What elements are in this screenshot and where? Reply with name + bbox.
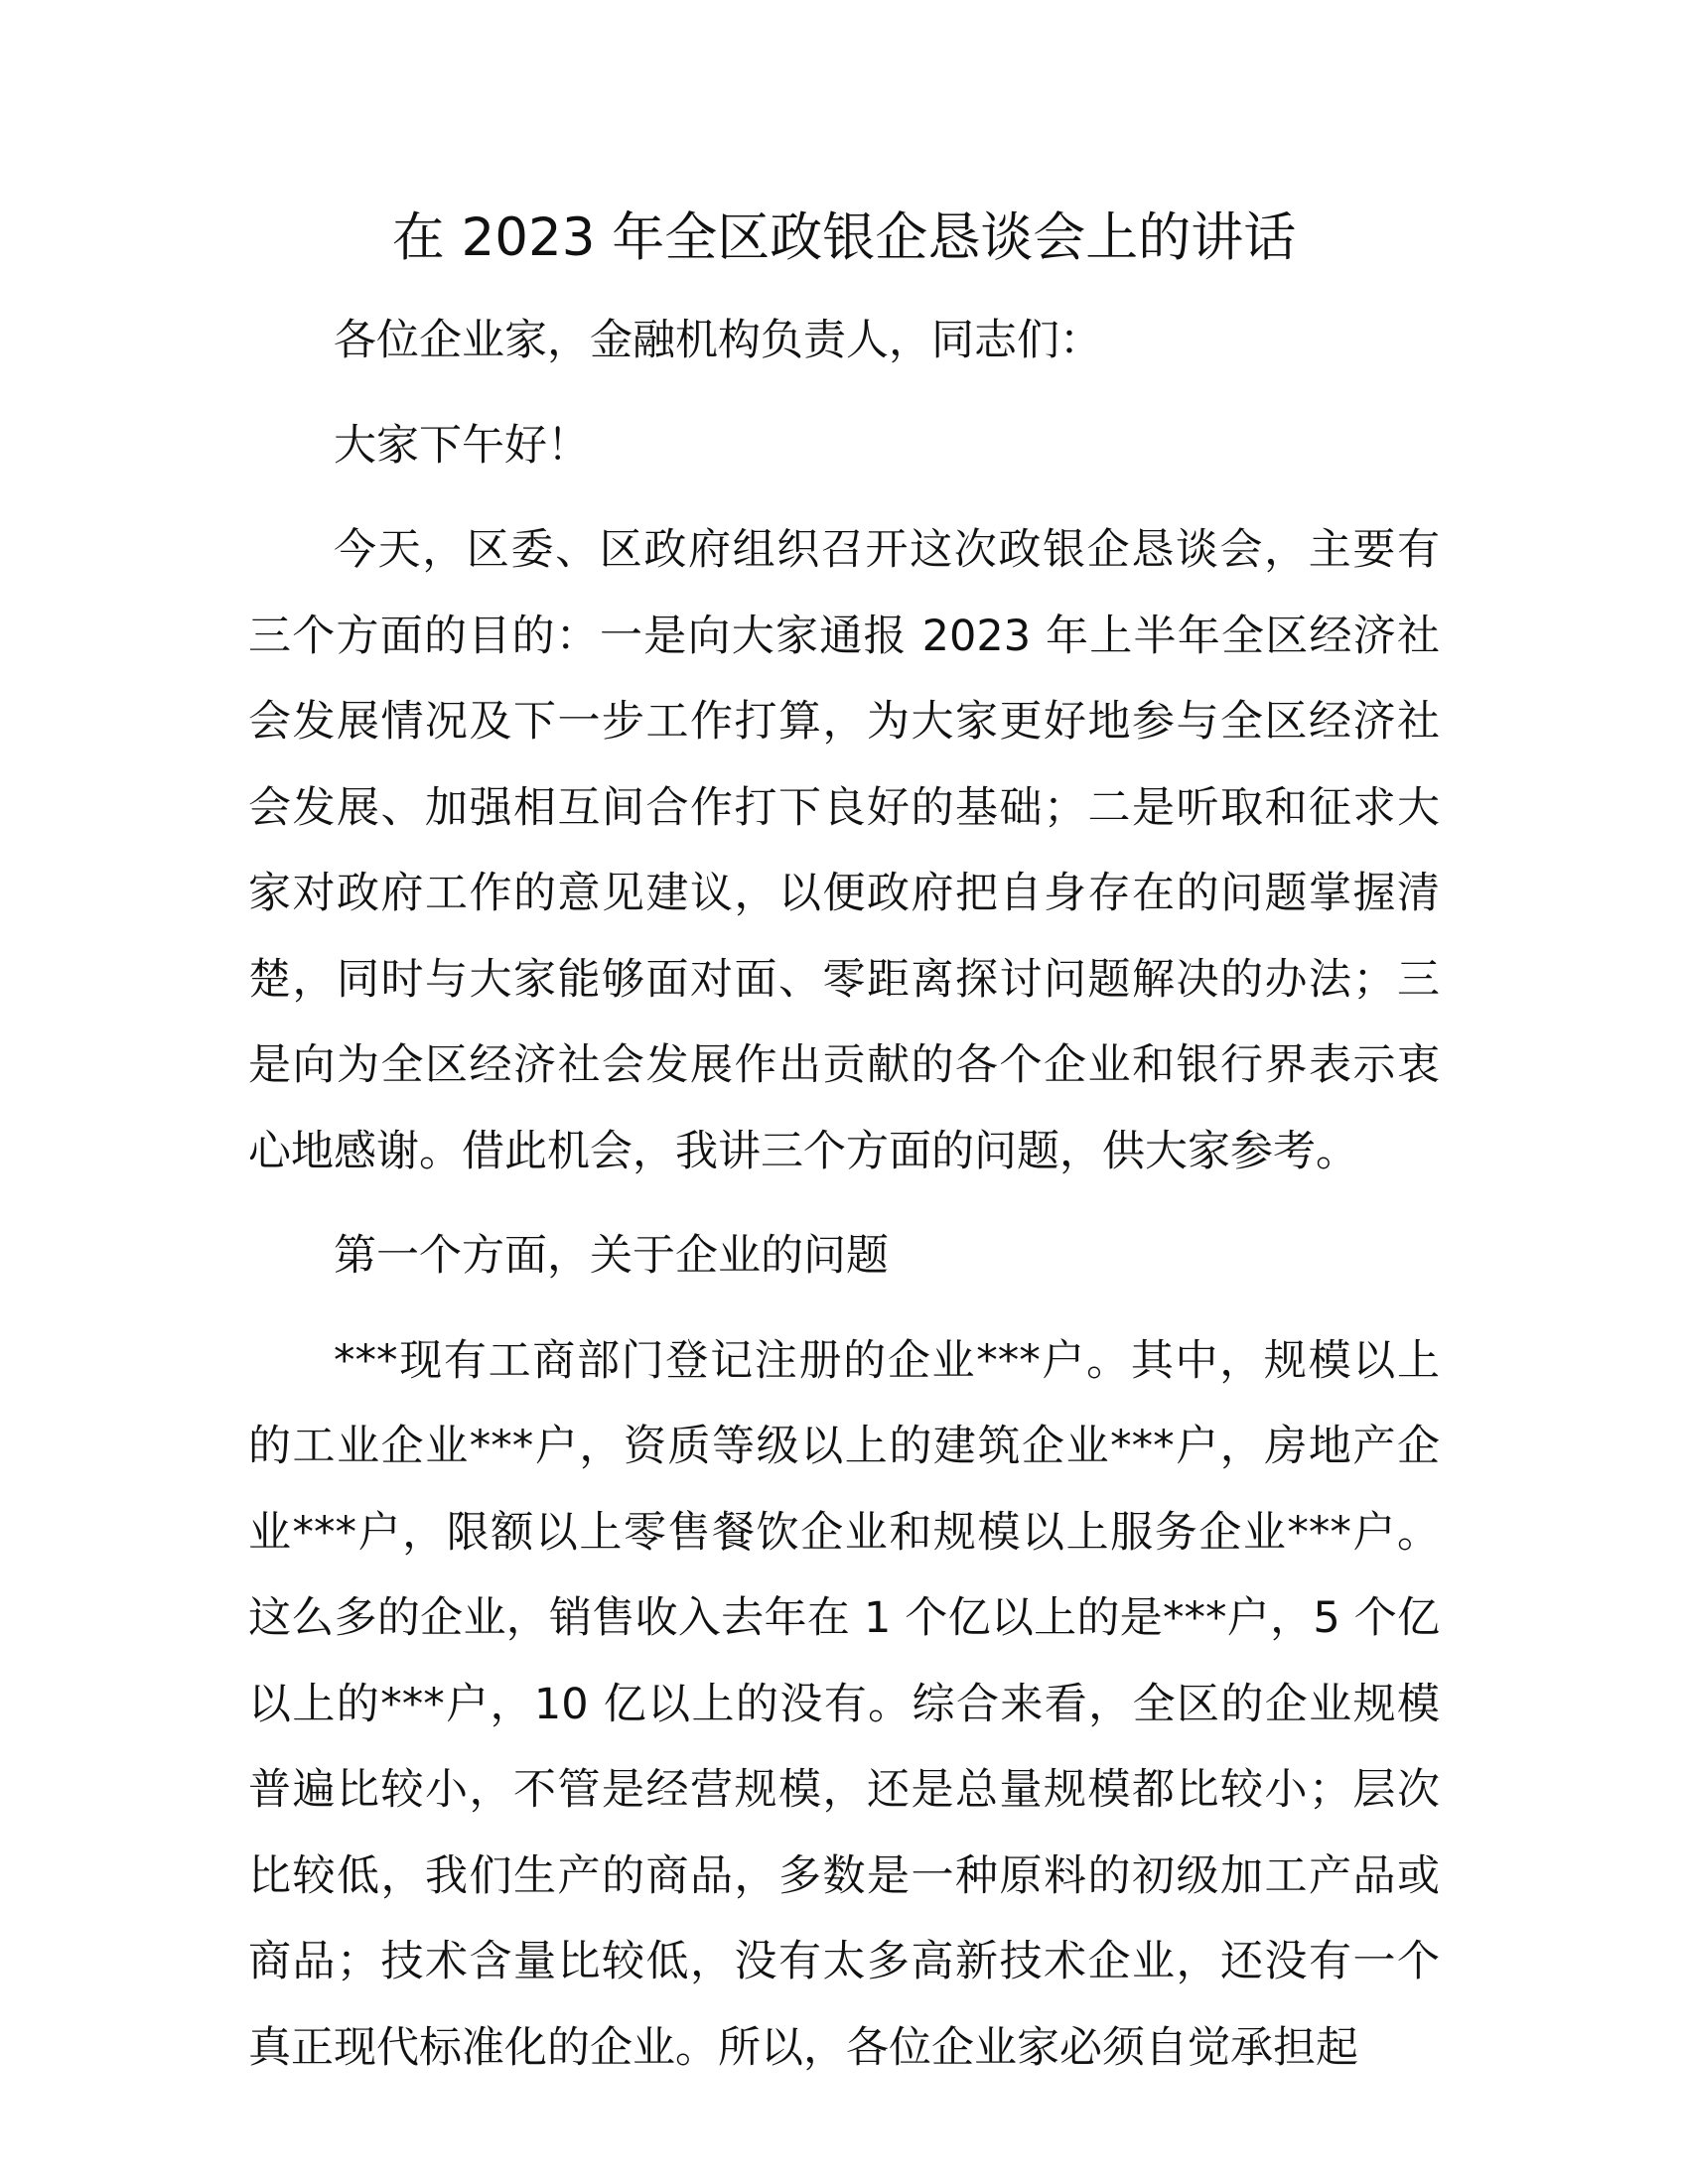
paragraph-spacer: [248, 1194, 1440, 1213]
greeting-paragraph: 大家下午好！: [334, 420, 590, 471]
intro-paragraph: 今天，区委、区政府组织召开这次政银企恳谈会，主要有三个方面的目的：一是向大家通报 2023 年上半年全区经济社会发展情况及下一步工作打算，为大家更好地参与全区经济社会发展、加强相互间合作打下良好的基础；二是听取和征求大家对政府工作的意见建议，以便政府把自身存在的问题掌握清楚，同时与大家能够面对面、零距离探讨问题解决的办法；三是向为全区经济社会发展作出贡献的各个企业和银行界表示衷心地感谢。借此机会，我讲三个方面的问题，供大家参考。: [248, 525, 1440, 1176]
salutation-paragraph: 各位企业家，金融机构负责人，同志们：: [334, 316, 1102, 365]
paragraph-spacer: [248, 488, 1440, 507]
paragraph-spacer: [248, 384, 1440, 403]
section-heading: 第一个方面，关于企业的问题: [334, 1231, 889, 1281]
paragraph-spacer: [248, 1299, 1440, 1318]
enterprises-paragraph: ***现有工商部门登记注册的企业***户。其中，规模以上的工业企业***户，资质等级以上的建筑企业***户，房地产企业***户，限额以上零售餐饮企业和规模以上服务企业***户。这么多的企业，销售收入去年在 1 个亿以上的是***户，5 个亿以上的***户，10 亿以上的没有。综合来看，全区的企业规模普遍比较小，不管是经营规模，还是总量规模都比较小；层次比较低，我们生产的商品，多数是一种原料的初级加工产品或商品；技术含量比较低，没有太多高新技术企业，还没有一个真正现代标准化的企业。所以，各位企业家必须自觉承担起: [248, 1335, 1440, 2073]
document-title: 在 2023 年全区政银企恳谈会上的讲话: [391, 207, 1297, 268]
document-body: [248, 298, 1440, 2091]
